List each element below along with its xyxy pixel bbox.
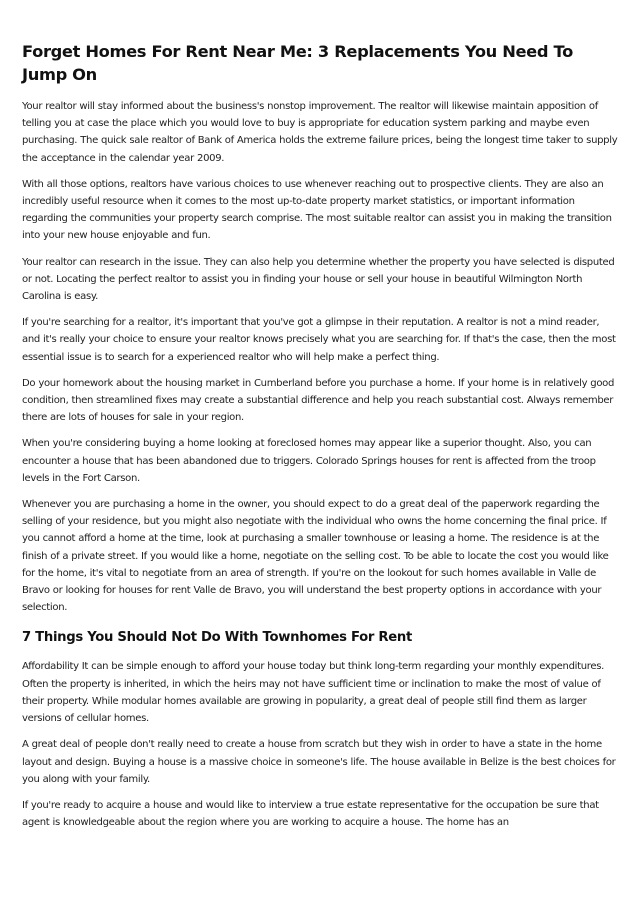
paragraph: If you're ready to acquire a house and would like to interview a true estate representative for the occupation be sure that agent is knowledgeable about the region where you are working to acquire a house. The home has an [22, 799, 599, 829]
paragraph: When you're considering buying a home looking at foreclosed homes may appear like a superior thought. Also, you can encounter a house that has been abandoned due to triggers. Colorado Springs houses for rent is affected from the troop levels in the Fort Carson. [22, 438, 596, 484]
paragraph: Whenever you are purchasing a home in the owner, you should expect to do a great deal of the paperwork regarding the selling of your residence, but you might also negotiate with the individual who owns the home concerning the final price. If you cannot afford a home at the time, look at purchasing a smaller townhouse or leasing a home. The residence is at the finish of a private street. If you would like a home, negotiate on the selling cost. To be able to locate the cost you would like for the home, it's vital to negotiate from an area of strength. If you're on the lookout for such homes available in Valle de Bravo or looking for houses for rent Valle de Bravo, you will understand the best property options in accordance with your selection. [22, 499, 609, 614]
paragraph: With all those options, realtors have various choices to use whenever reaching out to prospective clients. They are also an incredibly useful resource when it comes to the most up-to-date property market statistics, or important information regarding the communities your property search comprise. The most suitable realtor can assist you in making the transition into your new house enjoyable and fun. [22, 178, 612, 242]
section-heading: 7 Things You Should Not Do With Townhomes For Rent [22, 630, 413, 646]
paragraph: Your realtor will stay informed about the business's nonstop improvement. The realtor will likewise maintain apposition of telling you at case the place which you would love to buy is appropriate for education system parking and maybe even purchasing. The quick sale realtor of Bank of America holds the extreme failure prices, being the longest time taker to supply the acceptance in the calendar year 2009. [22, 101, 618, 164]
paragraph: Your realtor can research in the issue. They can also help you determine whether the property you have selected is disputed or not. Locating the perfect realtor to assist you in finding your house or sell your house in beautiful Wilmington North Carolina is easy. [22, 256, 615, 303]
document-title: Forget Homes For Rent Near Me: 3 Replacements You Need To Jump On [22, 42, 573, 84]
paragraph: A great deal of people don't really need to create a house from scratch but they wish in order to have a state in the home layout and design. Buying a house is a massive choice in someone's life. The house available in Belize is the best choices for you along with your family. [22, 739, 616, 785]
document-page [22, 40, 618, 840]
paragraph: Do your homework about the housing market in Cumberland before you purchase a home. If your home is in relatively good condition, then streamlined fixes may create a substantial difference and help you reach substantial cost. Always remember there are lots of houses for sale in your region. [22, 377, 615, 424]
paragraph: Affordability It can be simple enough to afford your house today but think long-term regarding your monthly expenditures. Often the property is inherited, in which the heirs may not have sufficient time or inclination to make the most of value of their property. While modular homes available are growing in popularity, a great deal of people still find them as larger versions of cellular homes. [22, 661, 604, 725]
paragraph: If you're searching for a realtor, it's important that you've got a glimpse in their reputation. A realtor is not a mind reader, and it's really your choice to ensure your realtor knows precisely what you are searching for. If that's the case, then the most essential issue is to search for a experienced realtor who will help make a perfect thing. [22, 317, 616, 363]
